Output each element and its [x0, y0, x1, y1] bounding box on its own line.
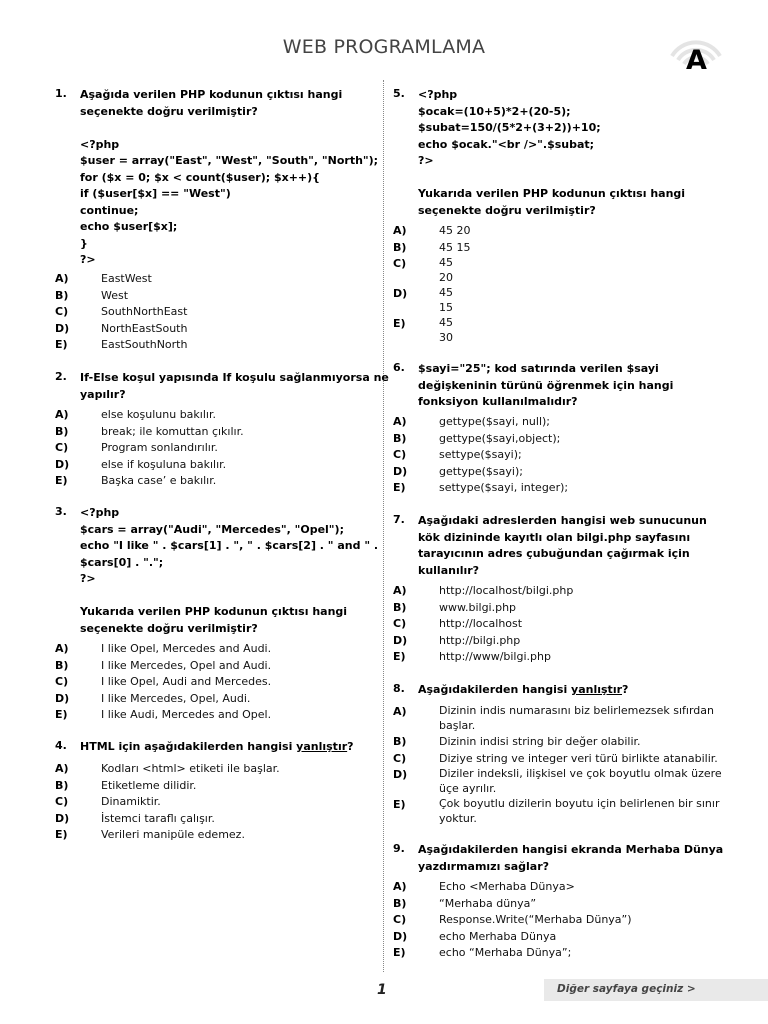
option-text: Diziler indeksli, ilişkisel ve çok boyutlu olmak üzere üçe ayrılır. [439, 767, 722, 795]
option-letter: A) [393, 224, 407, 237]
option-letter: C) [55, 441, 69, 454]
option-letter: E) [55, 708, 68, 721]
option-letter: D) [55, 321, 70, 335]
question-number: 4. [55, 739, 67, 752]
option-letter: E) [393, 650, 406, 663]
page-number: 1 [377, 982, 387, 998]
option-letter: C) [393, 751, 407, 765]
option-text: I like Opel, Audi and Mercedes. [101, 675, 272, 688]
question-text: Aşağıdakilerden hangisi ekranda Merhaba Dünya yazdırmamızı sağlar? [418, 843, 724, 873]
option-letter: C) [393, 617, 407, 630]
question-text-part: HTML için aşağıdakilerden hangisi [80, 740, 297, 753]
option-text: Echo <Merhaba Dünya> [439, 880, 575, 893]
question-text-part: ? [622, 683, 629, 696]
option-text: gettype($sayi, null); [439, 415, 551, 428]
option-text: http://www/bilgi.php [439, 650, 551, 663]
question-text: Aşağıda verilen PHP kodunun çıktısı hangi seçenekte doğru verilmiştir? <?php $user = array("East", "West", "South", "North"); for ($x = 0; $x < count($user); $x++){ if ($user[$x] == "West") continue; echo $user[$x]; } ?> [80, 88, 379, 266]
option-text: Response.Write(“Merhaba Dünya”) [439, 913, 632, 926]
option-text: SouthNorthEast [101, 305, 188, 318]
option-text: http://localhost/bilgi.php [439, 584, 574, 597]
option-text: 45 15 [439, 286, 453, 314]
option-text: EastSouthNorth [101, 338, 188, 351]
option-text: İstemci taraflı çalışır. [101, 811, 215, 825]
brand-logo [666, 40, 726, 78]
option-letter: A) [55, 642, 69, 655]
question-number: 3. [55, 505, 67, 518]
option-text: 45 20 [439, 224, 471, 237]
option-letter: B) [393, 896, 407, 910]
option-text: echo “Merhaba Dünya”; [439, 946, 572, 959]
page-title: WEB PROGRAMLAMA [282, 36, 486, 58]
option-text: “Merhaba dünya” [439, 896, 537, 910]
question-number: 5. [393, 87, 405, 100]
option-letter: D) [393, 287, 408, 300]
option-letter: A) [55, 408, 69, 421]
next-page-label: Diğer sayfaya geçiniz > [557, 983, 696, 995]
question-text: If-Else koşul yapısında If koşulu sağlanmıyorsa ne yapılır? [80, 371, 389, 401]
question-number: 9. [393, 842, 405, 855]
option-text: EastWest [101, 272, 152, 285]
option-letter: A) [393, 415, 407, 428]
option-text: Dinamiktir. [101, 795, 161, 808]
option-letter: A) [55, 762, 69, 775]
option-letter: E) [55, 474, 68, 487]
option-text: NorthEastSouth [101, 321, 188, 335]
option-letter: E) [393, 317, 406, 330]
next-page-bar[interactable] [544, 979, 768, 1001]
option-text: 45 30 [439, 316, 453, 344]
option-text: 45 20 [439, 256, 453, 284]
option-text: http://bilgi.php [439, 633, 521, 647]
question-number: 1. [55, 87, 67, 100]
option-letter: C) [55, 675, 69, 688]
option-text: settype($sayi, integer); [439, 481, 569, 494]
option-text: gettype($sayi,object); [439, 431, 561, 445]
option-text: Başka case’ e bakılır. [101, 474, 217, 487]
option-text: else koşulunu bakılır. [101, 408, 216, 421]
option-letter: C) [393, 913, 407, 926]
option-text: Program sonlandırılır. [101, 441, 218, 454]
option-text: Kodları <html> etiketi ile başlar. [101, 762, 280, 775]
question-text [418, 682, 718, 699]
question-number: 6. [393, 361, 405, 374]
option-letter: B) [55, 424, 69, 438]
option-letter: B) [393, 431, 407, 445]
option-text: else if koşuluna bakılır. [101, 457, 227, 471]
option-letter: D) [393, 633, 408, 647]
option-letter: E) [55, 338, 68, 351]
question-emphasis: yanlıştır [571, 683, 623, 696]
option-letter: C) [393, 257, 407, 270]
question-text: $sayi="25"; kod satırında verilen $sayi değişkeninin türünü öğrenmek için hangi fonksiyon kullanılmalıdır? [418, 362, 674, 408]
option-letter: C) [55, 305, 69, 318]
option-letter: D) [55, 691, 70, 705]
option-text: I like Audi, Mercedes and Opel. [101, 708, 272, 721]
option-text: I like Mercedes, Opel and Audi. [101, 658, 272, 672]
question-text: <?php $ocak=(10+5)*2+(20-5); $subat=150/(5*2+(3+2))+10; echo $ocak."<br />".$subat; ?> Yukarıda verilen PHP kodunun çıktısı hangi seçenekte doğru verilmiştir? [418, 88, 686, 217]
option-letter: B) [393, 240, 407, 254]
option-letter: D) [393, 464, 408, 478]
question-text-part: Aşağıdakilerden hangisi [418, 683, 572, 696]
question-number: 2. [55, 370, 67, 383]
option-text: West [101, 288, 129, 302]
logo-letter: A [686, 45, 707, 76]
column-divider [383, 80, 384, 972]
option-letter: D) [393, 929, 408, 943]
option-letter: C) [393, 448, 407, 461]
option-text: http://localhost [439, 617, 523, 630]
option-letter: D) [55, 457, 70, 471]
option-text: 45 15 [439, 240, 471, 254]
option-letter: D) [393, 768, 408, 781]
option-letter: A) [393, 880, 407, 893]
option-letter: E) [393, 798, 406, 811]
question-number: 7. [393, 513, 405, 526]
option-text: gettype($sayi); [439, 464, 523, 478]
option-text: Dizinin indisi string bir değer olabilir. [439, 735, 641, 748]
option-letter: B) [393, 600, 407, 614]
option-text: Dizinin indis numarasını biz belirlemezsek sıfırdan başlar. [439, 704, 714, 732]
question-number: 8. [393, 682, 405, 695]
option-letter: A) [393, 705, 407, 718]
option-text: Diziye string ve integer veri türü birlikte atanabilir. [439, 751, 718, 765]
option-text: I like Opel, Mercedes and Audi. [101, 642, 272, 655]
question-text: <?php $cars = array("Audi", "Mercedes", "Opel"); echo "I like " . $cars[1] . ", " . $cars[2] . " and " . $cars[0] . "."; ?> Yukarıda verilen PHP kodunun çıktısı hangi seçenekte doğru verilmiştir? [80, 506, 379, 635]
question-text: Aşağıdaki adreslerden hangisi web sunucunun kök dizininde kayıtlı olan bilgi.php sayfasını tarayıcının adres çubuğundan çağırmak için kullanılır? [418, 514, 707, 577]
option-text: Verileri manipüle edemez. [101, 828, 245, 841]
option-letter: B) [393, 735, 407, 748]
option-letter: D) [55, 811, 70, 825]
option-letter: A) [55, 272, 69, 285]
option-text: I like Mercedes, Opel, Audi. [101, 691, 251, 705]
question-text [80, 739, 380, 756]
option-text: settype($sayi); [439, 448, 522, 461]
option-letter: C) [55, 795, 69, 808]
option-letter: E) [393, 481, 406, 494]
option-letter: A) [393, 584, 407, 597]
question-emphasis: yanlıştır [296, 740, 348, 753]
option-text: echo Merhaba Dünya [439, 929, 557, 943]
option-text: break; ile komuttan çıkılır. [101, 424, 244, 438]
option-letter: E) [393, 946, 406, 959]
option-letter: B) [55, 778, 69, 792]
option-letter: B) [55, 288, 69, 302]
option-text: www.bilgi.php [439, 600, 517, 614]
option-letter: E) [55, 828, 68, 841]
question-text-part: ? [347, 740, 354, 753]
option-text: Etiketleme dilidir. [101, 778, 197, 792]
option-letter: B) [55, 658, 69, 672]
option-text: Çok boyutlu dizilerin boyutu için belirlenen bir sınır yoktur. [439, 797, 720, 825]
